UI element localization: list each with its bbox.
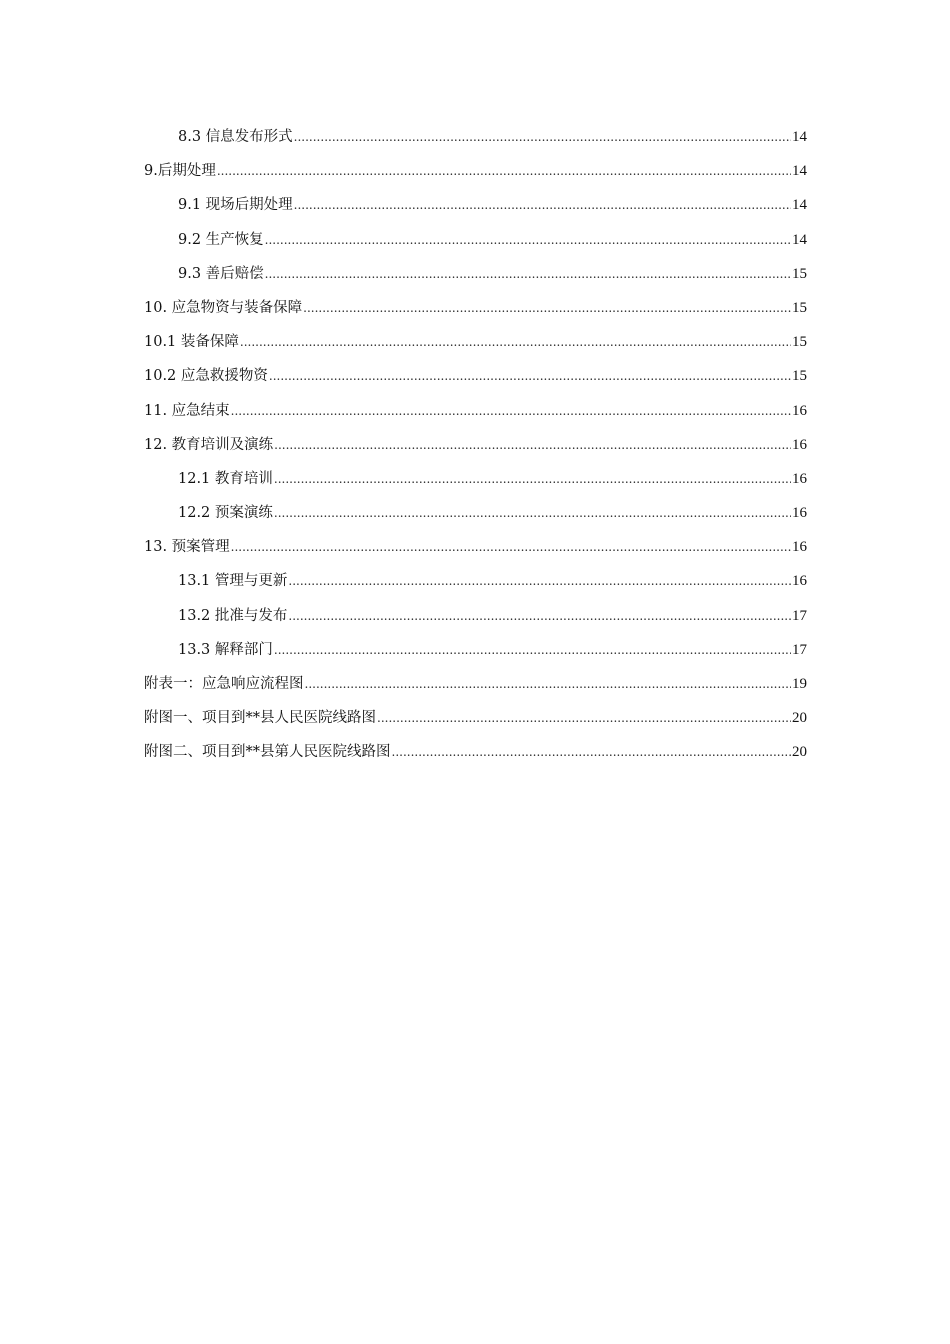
toc-dot-leader [294, 192, 791, 218]
toc-entry-title: 11. 应急结束 [144, 402, 230, 419]
toc-entry-title: 10.1 装备保障 [144, 334, 239, 351]
toc-entry-page-number: 16 [792, 470, 807, 487]
toc-entry-title: 10. 应急物资与装备保障 [144, 299, 303, 316]
toc-dot-leader [265, 227, 791, 253]
toc-entry-page-number: 17 [792, 607, 807, 624]
toc-entry-title: 13.3 解释部门 [178, 641, 273, 658]
toc-dot-leader [288, 603, 791, 629]
toc-entry-page-number: 14 [792, 129, 807, 145]
toc-entry-title: 10.2 应急救援物资 [144, 368, 268, 385]
toc-dot-leader [274, 432, 791, 458]
toc-dot-leader [305, 671, 792, 697]
toc-entry-title: 9.后期处理 [144, 163, 216, 180]
toc-entry-page-number: 15 [792, 368, 807, 385]
toc-entry-page-number: 14 [792, 197, 807, 214]
toc-dot-leader [231, 534, 791, 560]
toc-entry[interactable] [144, 568, 807, 602]
toc-entry-page-number: 14 [792, 163, 807, 180]
toc-dot-leader [392, 739, 792, 765]
toc-entry[interactable] [144, 398, 807, 432]
toc-entry-title: 附表一：应急响应流程图 [144, 676, 304, 692]
toc-entry[interactable] [144, 158, 807, 192]
toc-entry-title: 13. 预案管理 [144, 539, 230, 556]
toc-entry[interactable] [144, 261, 807, 295]
toc-dot-leader [269, 363, 791, 389]
toc-entry[interactable] [144, 124, 807, 158]
toc-dot-leader [288, 568, 791, 594]
toc-entry-title: 13.1 管理与更新 [178, 573, 288, 590]
toc-entry[interactable] [144, 534, 807, 568]
toc-entry-title: 12. 教育培训及演练 [144, 436, 274, 453]
toc-entry-page-number: 16 [792, 402, 807, 419]
toc-dot-leader [231, 398, 791, 424]
toc-entry[interactable] [144, 671, 807, 705]
toc-entry-page-number: 20 [792, 744, 807, 761]
toc-entry-title: 8.3 信息发布形式 [178, 129, 293, 145]
toc-entry-page-number: 20 [792, 710, 807, 727]
table-of-contents [144, 124, 807, 774]
toc-entry-page-number: 16 [792, 505, 807, 522]
toc-dot-leader [265, 261, 791, 287]
toc-entry[interactable] [144, 637, 807, 671]
toc-entry-page-number: 14 [792, 231, 807, 248]
toc-dot-leader [377, 705, 791, 731]
toc-entry[interactable] [144, 295, 807, 329]
toc-entry-page-number: 16 [792, 539, 807, 556]
toc-entry[interactable] [144, 192, 807, 226]
toc-entry[interactable] [144, 705, 807, 739]
toc-entry[interactable] [144, 227, 807, 261]
toc-dot-leader [274, 500, 791, 526]
toc-entry[interactable] [144, 739, 807, 773]
toc-entry-page-number: 16 [792, 436, 807, 453]
toc-entry[interactable] [144, 432, 807, 466]
toc-entry-title: 9.3 善后赔偿 [178, 265, 264, 282]
toc-dot-leader [274, 466, 791, 492]
toc-dot-leader [217, 158, 791, 184]
toc-entry[interactable] [144, 603, 807, 637]
toc-entry-title: 13.2 批准与发布 [178, 607, 288, 624]
toc-entry-page-number: 19 [792, 676, 807, 692]
toc-entry[interactable] [144, 329, 807, 363]
toc-entry-page-number: 15 [792, 265, 807, 282]
toc-entry-page-number: 15 [792, 334, 807, 351]
toc-entry-title: 9.1 现场后期处理 [178, 197, 293, 214]
toc-dot-leader [303, 295, 791, 321]
toc-entry-title: 12.2 预案演练 [178, 505, 273, 522]
toc-entry-page-number: 15 [792, 299, 807, 316]
toc-entry-title: 12.1 教育培训 [178, 470, 273, 487]
toc-entry-title: 附图二、项目到**县第人民医院线路图 [144, 744, 391, 761]
toc-entry-page-number: 17 [792, 641, 807, 658]
toc-entry[interactable] [144, 500, 807, 534]
toc-entry[interactable] [144, 363, 807, 397]
toc-entry[interactable] [144, 466, 807, 500]
toc-dot-leader [294, 124, 791, 150]
toc-entry-title: 9.2 生产恢复 [178, 231, 264, 248]
toc-dot-leader [274, 637, 791, 663]
toc-entry-title: 附图一、项目到**县人民医院线路图 [144, 710, 376, 727]
toc-dot-leader [240, 329, 791, 355]
toc-entry-page-number: 16 [792, 573, 807, 590]
